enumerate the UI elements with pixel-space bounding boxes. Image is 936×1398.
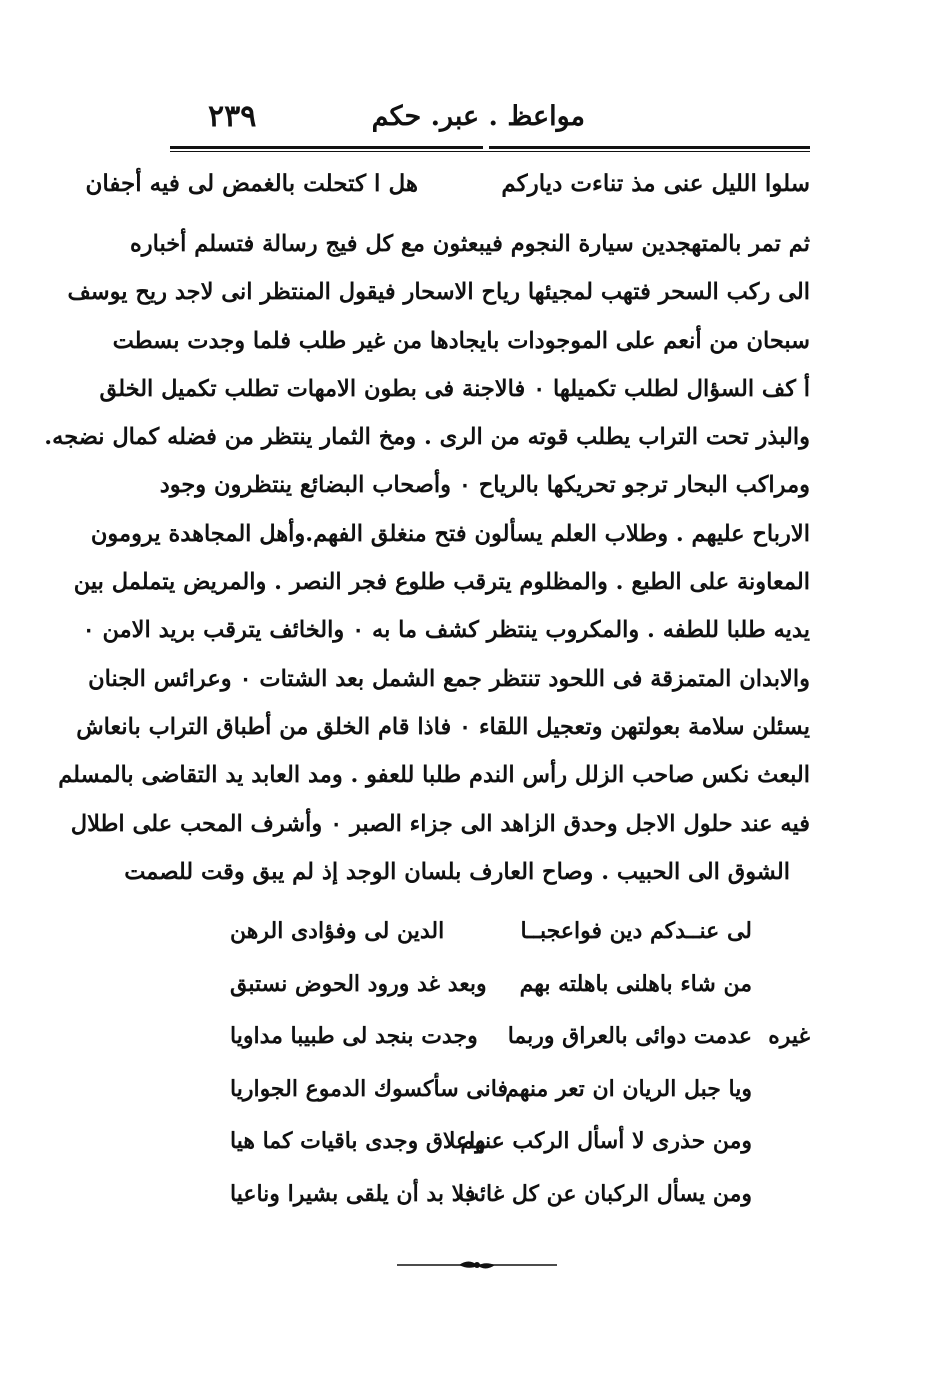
end-ornament-icon xyxy=(397,1257,557,1273)
poem-first-hemistich: عدمت دوائى بالعراق وربما xyxy=(507,1023,752,1049)
prose-line: والابدان المتمزقة فى اللحود تنتظر جمع الشمل بعد الشتات ٠ وعرائس الجنان xyxy=(88,665,810,692)
opening-verse xyxy=(85,170,810,210)
prose-line: البعث نكس صاحب الزلل رأس الندم طلبا للعفو . ومد العابد يد التقاضى بالمسلم xyxy=(58,762,810,789)
poem-second-hemistich: واعلاق وجدى باقيات كما هيا xyxy=(230,1128,486,1154)
prose-body xyxy=(44,220,810,896)
prose-line: ومراكب البحار ترجو تحريكها بالرياح ٠ وأصحاب البضائع ينتظرون وجود xyxy=(159,472,810,499)
poem-verse xyxy=(190,1015,810,1068)
poem xyxy=(190,910,810,1225)
prose-line: الى ركب السحر فتهب لمجيئها رياح الاسحار فيقول المنتظر انى لاجد ريح يوسف xyxy=(67,279,810,306)
poem-first-hemistich: ومن يسأل الركبان عن كل غائب xyxy=(458,1180,752,1207)
prose-line: والبذر تحت التراب يطلب قوته من الرى . ومخ الثمار ينتظر من فضله كمال نضجه. xyxy=(44,424,810,451)
poem-second-hemistich: فانى سأكسوك الدموع الجواريا xyxy=(230,1075,508,1102)
poem-margin-note: غيره xyxy=(768,1023,810,1049)
poem-second-hemistich: فلا بد أن يلقى بشيرا وناعيا xyxy=(230,1180,476,1207)
poem-verse xyxy=(190,1068,810,1121)
poem-second-hemistich: الدين لى وفؤادى الرهن xyxy=(230,918,445,944)
prose-line-last: الشوق الى الحبيب . وصاح العارف بلسان الوجد إذ لم يبق وقت للصمت xyxy=(124,858,790,885)
opening-verse-first-hemistich: سلوا الليل عنى مذ تناءت دياركم xyxy=(501,170,810,197)
opening-verse-second-hemistich: هل ا كتحلت بالغمض لى فيه أجفان xyxy=(85,170,418,197)
prose-line: يديه طلبا للطفه . والمكروب ينتظر كشف ما به ٠ والخائف يترقب بريد الامن ٠ xyxy=(82,617,810,644)
prose-line: الارباح عليهم . وطلاب العلم يسألون فتح منغلق الفهم.وأهل المجاهدة يرومون xyxy=(90,520,810,547)
prose-line: ثم تمر بالمتهجدين سيارة النجوم فيبعثون مع كل فيج رسالة فتسلم أخباره xyxy=(129,231,810,257)
prose-line: سبحان من أنعم على الموجودات بايجادها من غير طلب فلما وجدت بسطت xyxy=(112,327,810,354)
prose-line: فيه عند حلول الاجل وحدق الزاهد الى جزاء الصبر ٠ وأشرف المحب على اطلال xyxy=(70,810,810,837)
running-title: مواعظ . عبر. حكم xyxy=(371,101,585,132)
poem-verse xyxy=(190,910,810,963)
page-header xyxy=(170,95,810,145)
prose-line: المعاونة على الطبع . والمظلوم يترقب طلوع فجر النصر . والمريض يتململ بين xyxy=(73,569,810,596)
header-rule-thin xyxy=(170,151,810,152)
poem-second-hemistich: وبعد غد ورود الحوض نستبق xyxy=(230,970,487,997)
poem-first-hemistich: لى عنــدكم دين فواعجبــا xyxy=(520,918,752,944)
prose-line: أ كف السؤال لطلب تكميلها ٠ فالاجنة فى بطون الامهات تطلب تكميل الخلق xyxy=(99,375,810,402)
header-rule xyxy=(170,146,810,149)
page-number: ٢٣٩ xyxy=(208,99,257,134)
poem-first-hemistich: من شاء باهلنى باهلته بهم xyxy=(519,970,752,997)
poem-first-hemistich: ومن حذرى لا أسأل الركب عنهم xyxy=(460,1128,752,1154)
poem-second-hemistich: وجدت بنجد لى طبيبا مداويا xyxy=(230,1023,478,1049)
poem-verse xyxy=(190,1173,810,1226)
poem-verse xyxy=(190,963,810,1016)
prose-line: يسئلن سلامة بعولتهن وتعجيل اللقاء ٠ فاذا قام الخلق من أطباق التراب بانعاش xyxy=(76,713,810,740)
poem-verse xyxy=(190,1120,810,1173)
poem-first-hemistich: ويا جبل الريان ان تعر منهم xyxy=(505,1075,752,1102)
